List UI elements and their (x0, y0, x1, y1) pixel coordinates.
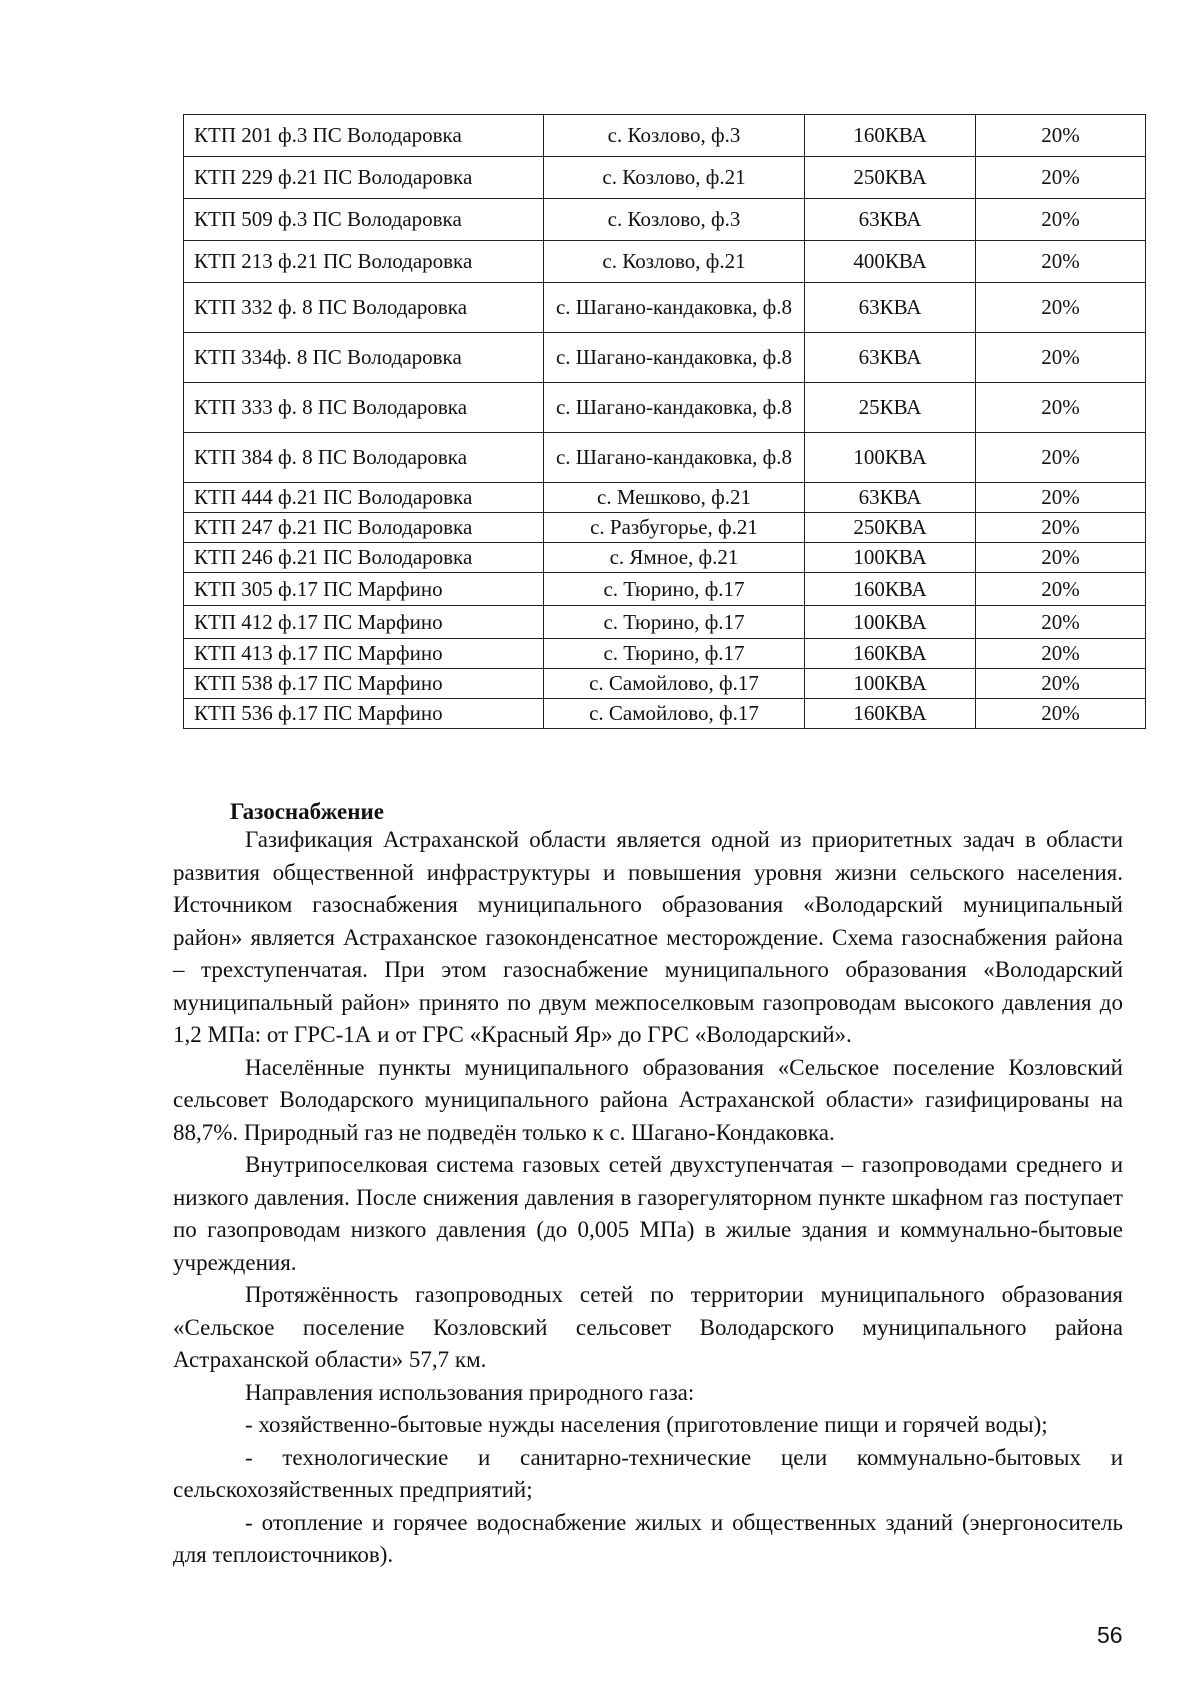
cell-load: 20% (976, 573, 1146, 606)
section-heading: Газоснабжение (230, 799, 384, 824)
cell-substation: КТП 213 ф.21 ПС Володаровка (184, 241, 544, 283)
cell-power: 160КВА (805, 115, 976, 157)
cell-load: 20% (976, 199, 1146, 241)
cell-substation: КТП 332 ф. 8 ПС Володаровка (184, 283, 544, 333)
paragraph-length: Протяжённость газопроводных сетей по территории муниципального образования «Сельское поселение Козловский сельсовет Володарского муниципального района Астраханской области» 57,7 км. (173, 1282, 1123, 1372)
cell-load: 20% (976, 513, 1146, 543)
substations-table-body (184, 115, 1146, 729)
cell-power: 250КВА (805, 157, 976, 199)
cell-location: с. Самойлово, ф.17 (544, 669, 805, 699)
cell-load: 20% (976, 115, 1146, 157)
cell-substation: КТП 334ф. 8 ПС Володаровка (184, 333, 544, 383)
cell-substation: КТП 413 ф.17 ПС Марфино (184, 639, 544, 669)
table-row (184, 199, 1146, 241)
cell-location: с. Козлово, ф.21 (544, 157, 805, 199)
cell-power: 400КВА (805, 241, 976, 283)
cell-power: 160КВА (805, 573, 976, 606)
cell-location: с. Разбугорье, ф.21 (544, 513, 805, 543)
cell-substation: КТП 229 ф.21 ПС Володаровка (184, 157, 544, 199)
cell-power: 100КВА (805, 543, 976, 573)
table-row (184, 573, 1146, 606)
cell-power: 63КВА (805, 333, 976, 383)
cell-location: с. Тюрино, ф.17 (544, 573, 805, 606)
table-row (184, 115, 1146, 157)
cell-load: 20% (976, 157, 1146, 199)
table-row (184, 333, 1146, 383)
paragraph-settlements: Населённые пункты муниципального образования «Сельское поселение Козловский сельсовет Володарского муниципального района Астраханской области» газифицированы на 88,7%. Природный газ не подведён только к с. Шагано-Кондаковка. (173, 1054, 1123, 1145)
cell-substation: КТП 412 ф.17 ПС Марфино (184, 606, 544, 639)
paragraph-network: Внутрипоселковая система газовых сетей двухступенчатая – газопроводами среднего и низкого давления. После снижения давления в газорегуляторном пункте шкафном газ поступает по газопроводам низкого давления (до 0,005 МПа) в жилые здания и коммунально-бытовые учреждения. (173, 1152, 1123, 1275)
cell-load: 20% (976, 483, 1146, 513)
cell-load: 20% (976, 283, 1146, 333)
list-item: - технологические и санитарно-технические цели коммунально-бытовых и сельскохозяйственных предприятий; (173, 1444, 1123, 1502)
cell-power: 25КВА (805, 383, 976, 433)
cell-load: 20% (976, 606, 1146, 639)
table-row (184, 383, 1146, 433)
table-row (184, 157, 1146, 199)
cell-substation: КТП 305 ф.17 ПС Марфино (184, 573, 544, 606)
cell-substation: КТП 247 ф.21 ПС Володаровка (184, 513, 544, 543)
table-row (184, 543, 1146, 573)
table-row (184, 699, 1146, 729)
cell-load: 20% (976, 543, 1146, 573)
cell-power: 100КВА (805, 606, 976, 639)
cell-load: 20% (976, 383, 1146, 433)
cell-location: с. Шагано-кандаковка, ф.8 (544, 283, 805, 333)
cell-location: с. Шагано-кандаковка, ф.8 (544, 433, 805, 483)
list-item: - хозяйственно-бытовые нужды населения (приготовление пищи и горячей воды); (245, 1412, 1048, 1437)
cell-load: 20% (976, 639, 1146, 669)
cell-substation: КТП 201 ф.3 ПС Володаровка (184, 115, 544, 157)
cell-power: 100КВА (805, 669, 976, 699)
table-row (184, 639, 1146, 669)
cell-load: 20% (976, 669, 1146, 699)
substations-table (183, 114, 1146, 729)
cell-substation: КТП 536 ф.17 ПС Марфино (184, 699, 544, 729)
cell-location: с. Ямное, ф.21 (544, 543, 805, 573)
cell-substation: КТП 444 ф.21 ПС Володаровка (184, 483, 544, 513)
cell-location: с. Тюрино, ф.17 (544, 606, 805, 639)
table-row (184, 513, 1146, 543)
cell-substation: КТП 333 ф. 8 ПС Володаровка (184, 383, 544, 433)
cell-substation: КТП 538 ф.17 ПС Марфино (184, 669, 544, 699)
list-item: - отопление и горячее водоснабжение жилых и общественных зданий (энергоноситель для теплоисточников). (173, 1509, 1123, 1567)
table-row (184, 606, 1146, 639)
cell-location: с. Козлово, ф.3 (544, 199, 805, 241)
paragraph-gasification: Газификация Астраханской области является одной из приоритетных задач в области развития общественной инфраструктуры и повышения уровня жизни сельского населения. Источником газоснабжения муниципального образования «Володарский муниципальный район» является Астраханское газоконденсатное месторождение. Схема газоснабжения района – трехступенчатая. При этом газоснабжение муниципального образования «Володарский муниципальный район» принято по двум межпоселковым газопроводам высокого давления до 1,2 МПа: от ГРС-1А и от ГРС «Красный Яр» до ГРС «Володарский». (173, 827, 1123, 1047)
page-number: 56 (1097, 1622, 1123, 1648)
cell-location: с. Тюрино, ф.17 (544, 639, 805, 669)
cell-power: 250КВА (805, 513, 976, 543)
table-row (184, 433, 1146, 483)
table-row (184, 483, 1146, 513)
table-row (184, 241, 1146, 283)
cell-power: 63КВА (805, 283, 976, 333)
cell-power: 63КВА (805, 483, 976, 513)
table-row (184, 283, 1146, 333)
body-text (173, 824, 1123, 1572)
cell-substation: КТП 384 ф. 8 ПС Володаровка (184, 433, 544, 483)
cell-load: 20% (976, 699, 1146, 729)
cell-location: с. Козлово, ф.21 (544, 241, 805, 283)
paragraph-directions: Направления использования природного газа: (245, 1379, 695, 1405)
cell-load: 20% (976, 241, 1146, 283)
cell-location: с. Козлово, ф.3 (544, 115, 805, 157)
cell-load: 20% (976, 333, 1146, 383)
cell-power: 160КВА (805, 699, 976, 729)
cell-location: с. Мешково, ф.21 (544, 483, 805, 513)
cell-location: с. Шагано-кандаковка, ф.8 (544, 333, 805, 383)
table-row (184, 669, 1146, 699)
cell-substation: КТП 509 ф.3 ПС Володаровка (184, 199, 544, 241)
cell-power: 160КВА (805, 639, 976, 669)
cell-power: 63КВА (805, 199, 976, 241)
cell-location: с. Самойлово, ф.17 (544, 699, 805, 729)
cell-location: с. Шагано-кандаковка, ф.8 (544, 383, 805, 433)
cell-substation: КТП 246 ф.21 ПС Володаровка (184, 543, 544, 573)
cell-power: 100КВА (805, 433, 976, 483)
cell-load: 20% (976, 433, 1146, 483)
